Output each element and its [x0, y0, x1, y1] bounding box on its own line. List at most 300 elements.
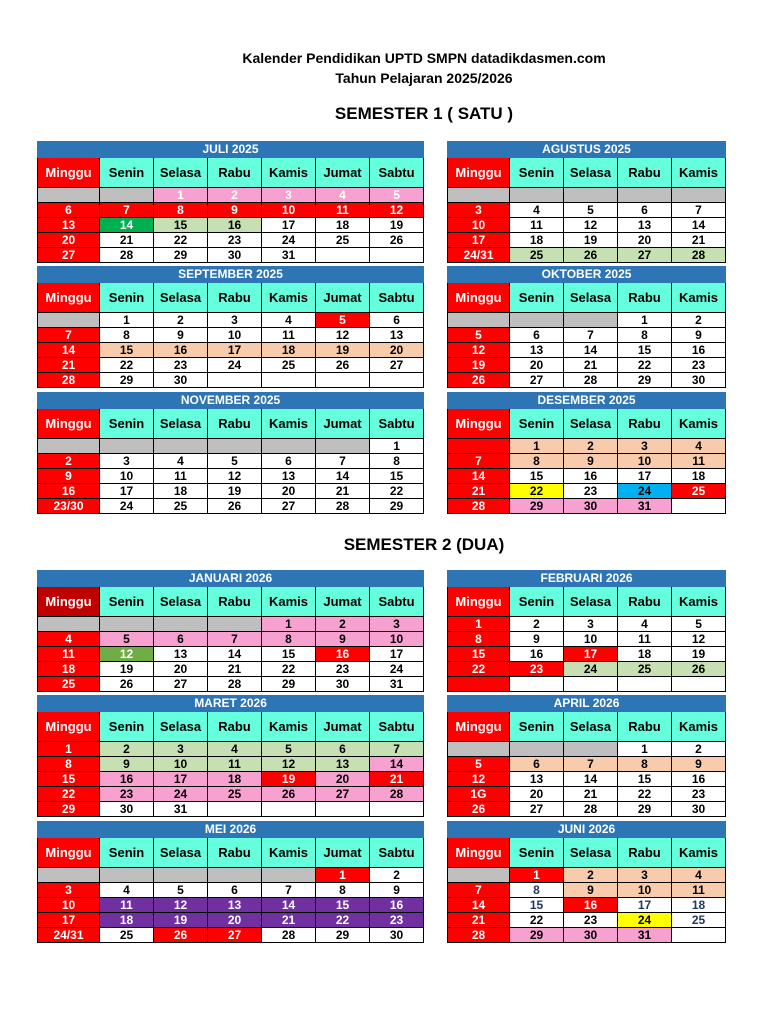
date-cell: 6: [208, 883, 262, 898]
date-cell: 16: [564, 898, 618, 913]
week-row: [38, 868, 424, 883]
date-cell: 10: [370, 632, 424, 647]
date-cell: 7: [316, 454, 370, 469]
date-cell: [448, 868, 510, 883]
date-cell: 8: [154, 203, 208, 218]
date-cell: 18: [38, 662, 100, 677]
date-cell: 11: [208, 757, 262, 772]
date-cell: 1: [448, 617, 510, 632]
day-name-header: Selasa: [564, 712, 618, 742]
date-cell: 1: [618, 313, 672, 328]
date-cell: 29: [100, 373, 154, 388]
date-cell: 21: [448, 913, 510, 928]
date-cell: 23: [672, 358, 726, 373]
date-cell: 15: [510, 898, 564, 913]
date-cell: 28: [564, 802, 618, 817]
date-cell: 6: [370, 313, 424, 328]
date-cell: 14: [100, 218, 154, 233]
date-cell: 28: [100, 248, 154, 263]
date-cell: 19: [370, 218, 424, 233]
week-row: [38, 454, 424, 469]
date-cell: 1: [510, 868, 564, 883]
week-row: [38, 757, 424, 772]
day-name-header: Senin: [100, 158, 154, 188]
date-cell: [38, 439, 100, 454]
date-cell: 4: [208, 742, 262, 757]
date-cell: 26: [672, 662, 726, 677]
day-name-header: Jumat: [316, 587, 370, 617]
date-cell: 6: [316, 742, 370, 757]
day-name-header: Kamis: [262, 838, 316, 868]
day-name-header: Kamis: [262, 409, 316, 439]
day-name-header: Minggu: [38, 158, 100, 188]
date-cell: 3: [618, 439, 672, 454]
week-row: [38, 233, 424, 248]
date-cell: 27: [370, 358, 424, 373]
date-cell: 17: [100, 484, 154, 499]
date-cell: 2: [38, 454, 100, 469]
date-cell: 2: [510, 617, 564, 632]
week-row: [38, 188, 424, 203]
date-cell: 23: [370, 913, 424, 928]
date-cell: [262, 439, 316, 454]
date-cell: 6: [38, 203, 100, 218]
date-cell: [510, 313, 564, 328]
date-cell: 9: [672, 328, 726, 343]
day-name-header: Rabu: [208, 409, 262, 439]
week-row: [448, 928, 726, 943]
date-cell: 19: [262, 772, 316, 787]
day-name-header: Senin: [510, 838, 564, 868]
date-cell: 9: [564, 883, 618, 898]
week-row: [448, 439, 726, 454]
day-name-header: Rabu: [208, 838, 262, 868]
date-cell: 30: [672, 373, 726, 388]
date-cell: [672, 188, 726, 203]
date-cell: 4: [154, 454, 208, 469]
date-cell: 9: [564, 454, 618, 469]
date-cell: 20: [38, 233, 100, 248]
date-cell: 10: [262, 203, 316, 218]
date-cell: 11: [672, 454, 726, 469]
date-cell: 8: [618, 757, 672, 772]
date-cell: 2: [672, 742, 726, 757]
date-cell: [564, 742, 618, 757]
day-name-header: Senin: [510, 283, 564, 313]
week-row: [448, 188, 726, 203]
day-name-header: Jumat: [316, 283, 370, 313]
date-cell: 26: [208, 499, 262, 514]
date-cell: 25: [262, 358, 316, 373]
week-row: [38, 373, 424, 388]
date-cell: 29: [618, 802, 672, 817]
day-name-header: Rabu: [618, 158, 672, 188]
date-cell: 23: [672, 787, 726, 802]
date-cell: 16: [154, 343, 208, 358]
date-cell: 23: [564, 913, 618, 928]
date-cell: 17: [38, 913, 100, 928]
date-cell: 17: [370, 647, 424, 662]
date-cell: 23: [510, 662, 564, 677]
week-row: [38, 203, 424, 218]
date-cell: 26: [448, 802, 510, 817]
day-name-header: Minggu: [448, 283, 510, 313]
date-cell: 15: [618, 343, 672, 358]
date-cell: 2: [208, 188, 262, 203]
date-cell: 23: [154, 358, 208, 373]
date-cell: 12: [370, 203, 424, 218]
date-cell: [38, 188, 100, 203]
date-cell: 21: [448, 484, 510, 499]
day-name-header: Minggu: [448, 409, 510, 439]
date-cell: 5: [262, 742, 316, 757]
date-cell: 1: [262, 617, 316, 632]
week-row: [448, 913, 726, 928]
date-cell: 6: [154, 632, 208, 647]
date-cell: 22: [262, 662, 316, 677]
date-cell: 6: [510, 757, 564, 772]
date-cell: 5: [100, 632, 154, 647]
month-header: JULI 2025: [38, 142, 424, 158]
date-cell: [316, 802, 370, 817]
date-cell: 17: [262, 218, 316, 233]
date-cell: 7: [672, 203, 726, 218]
day-name-header: Jumat: [316, 158, 370, 188]
date-cell: 14: [564, 772, 618, 787]
date-cell: 9: [370, 883, 424, 898]
date-cell: 12: [448, 343, 510, 358]
date-cell: 28: [448, 928, 510, 943]
date-cell: 14: [564, 343, 618, 358]
date-cell: [370, 248, 424, 263]
date-cell: 30: [564, 499, 618, 514]
week-row: [448, 328, 726, 343]
date-cell: 19: [672, 647, 726, 662]
date-cell: 28: [208, 677, 262, 692]
date-cell: 12: [448, 772, 510, 787]
date-cell: 10: [154, 757, 208, 772]
date-cell: 17: [618, 898, 672, 913]
date-cell: 29: [154, 248, 208, 263]
date-cell: 31: [370, 677, 424, 692]
date-cell: 7: [100, 203, 154, 218]
date-cell: 27: [510, 802, 564, 817]
date-cell: 22: [370, 484, 424, 499]
date-cell: 4: [618, 617, 672, 632]
date-cell: 5: [448, 328, 510, 343]
calendar-title: Kalender Pendidikan UPTD SMPN datadikdasmen.com: [242, 50, 606, 66]
date-cell: 12: [316, 328, 370, 343]
day-name-header: Sabtu: [370, 587, 424, 617]
date-cell: 27: [510, 373, 564, 388]
date-cell: 9: [208, 203, 262, 218]
day-name-header: Senin: [510, 409, 564, 439]
month-header: APRIL 2026: [448, 696, 726, 712]
date-cell: [208, 373, 262, 388]
date-cell: 13: [510, 343, 564, 358]
date-cell: 10: [38, 898, 100, 913]
date-cell: 10: [618, 883, 672, 898]
date-cell: 1: [370, 439, 424, 454]
date-cell: 4: [316, 188, 370, 203]
day-name-header: Minggu: [448, 838, 510, 868]
date-cell: 15: [100, 343, 154, 358]
date-cell: 21: [564, 358, 618, 373]
date-cell: [100, 439, 154, 454]
day-name-header: Selasa: [154, 712, 208, 742]
date-cell: [100, 188, 154, 203]
date-cell: 17: [154, 772, 208, 787]
date-cell: 1: [316, 868, 370, 883]
date-cell: 30: [100, 802, 154, 817]
date-cell: 8: [510, 883, 564, 898]
date-cell: 26: [448, 373, 510, 388]
week-row: [448, 343, 726, 358]
day-name-header: Jumat: [316, 838, 370, 868]
date-cell: 2: [100, 742, 154, 757]
date-cell: 1: [618, 742, 672, 757]
date-cell: [100, 617, 154, 632]
date-cell: 3: [38, 883, 100, 898]
date-cell: 30: [154, 373, 208, 388]
day-name-header: Senin: [100, 838, 154, 868]
date-cell: 9: [672, 757, 726, 772]
date-cell: 16: [100, 772, 154, 787]
month-calendar: [447, 266, 726, 388]
date-cell: 15: [370, 469, 424, 484]
date-cell: 24: [618, 913, 672, 928]
date-cell: 20: [370, 343, 424, 358]
date-cell: 25: [672, 484, 726, 499]
date-cell: 20: [154, 662, 208, 677]
date-cell: 9: [100, 757, 154, 772]
day-name-header: Rabu: [208, 283, 262, 313]
date-cell: 19: [208, 484, 262, 499]
month-calendar: [447, 570, 726, 692]
date-cell: [316, 373, 370, 388]
month-header: MEI 2026: [38, 822, 424, 838]
date-cell: 18: [316, 218, 370, 233]
day-name-header: Kamis: [672, 712, 726, 742]
date-cell: 15: [510, 469, 564, 484]
date-cell: [208, 617, 262, 632]
date-cell: 3: [154, 742, 208, 757]
date-cell: 22: [510, 484, 564, 499]
date-cell: 29: [618, 373, 672, 388]
week-row: [448, 469, 726, 484]
week-row: [38, 662, 424, 677]
date-cell: 19: [154, 913, 208, 928]
date-cell: 8: [316, 883, 370, 898]
date-cell: 8: [100, 328, 154, 343]
day-name-header: Minggu: [38, 712, 100, 742]
date-cell: 11: [154, 469, 208, 484]
date-cell: [154, 439, 208, 454]
date-cell: 10: [208, 328, 262, 343]
date-cell: 4: [510, 203, 564, 218]
date-cell: 9: [154, 328, 208, 343]
date-cell: 28: [672, 248, 726, 263]
date-cell: 3: [208, 313, 262, 328]
date-cell: 15: [262, 647, 316, 662]
date-cell: [564, 188, 618, 203]
date-cell: 20: [510, 358, 564, 373]
date-cell: 6: [618, 203, 672, 218]
date-cell: 19: [100, 662, 154, 677]
date-cell: 26: [262, 787, 316, 802]
day-name-header: Senin: [510, 158, 564, 188]
date-cell: 26: [154, 928, 208, 943]
day-name-header: Minggu: [448, 158, 510, 188]
date-cell: 31: [618, 499, 672, 514]
date-cell: 28: [38, 373, 100, 388]
date-cell: 27: [38, 248, 100, 263]
week-row: [448, 499, 726, 514]
week-row: [38, 772, 424, 787]
date-cell: 18: [262, 343, 316, 358]
week-row: [38, 248, 424, 263]
week-row: [38, 898, 424, 913]
date-cell: 30: [316, 677, 370, 692]
month-header: JUNI 2026: [448, 822, 726, 838]
date-cell: 29: [316, 928, 370, 943]
week-row: [448, 632, 726, 647]
date-cell: 17: [448, 233, 510, 248]
date-cell: 8: [618, 328, 672, 343]
day-name-header: Rabu: [208, 587, 262, 617]
day-name-header: Rabu: [618, 283, 672, 313]
date-cell: 30: [672, 802, 726, 817]
date-cell: 5: [672, 617, 726, 632]
date-cell: 17: [208, 343, 262, 358]
date-cell: 24: [370, 662, 424, 677]
week-row: [448, 218, 726, 233]
week-row: [448, 787, 726, 802]
week-row: [448, 898, 726, 913]
date-cell: [100, 868, 154, 883]
date-cell: 13: [510, 772, 564, 787]
date-cell: 12: [564, 218, 618, 233]
date-cell: 22: [100, 358, 154, 373]
date-cell: 25: [100, 928, 154, 943]
month-calendar: [37, 570, 424, 692]
week-row: [448, 802, 726, 817]
date-cell: 19: [448, 358, 510, 373]
school-year: Tahun Pelajaran 2025/2026: [335, 70, 513, 86]
date-cell: [208, 802, 262, 817]
date-cell: [370, 373, 424, 388]
day-name-header: Minggu: [38, 409, 100, 439]
day-name-header: Selasa: [564, 587, 618, 617]
date-cell: 30: [564, 928, 618, 943]
date-cell: 2: [370, 868, 424, 883]
day-name-header: Senin: [510, 712, 564, 742]
date-cell: 1: [154, 188, 208, 203]
date-cell: 24: [208, 358, 262, 373]
date-cell: 19: [564, 233, 618, 248]
day-name-header: Rabu: [618, 409, 672, 439]
date-cell: 31: [618, 928, 672, 943]
week-row: [448, 233, 726, 248]
month-calendar: [37, 821, 424, 943]
day-name-header: Kamis: [672, 158, 726, 188]
day-name-header: Sabtu: [370, 409, 424, 439]
day-name-header: Selasa: [564, 283, 618, 313]
date-cell: 25: [672, 913, 726, 928]
date-cell: 18: [100, 913, 154, 928]
date-cell: 8: [38, 757, 100, 772]
date-cell: 22: [316, 913, 370, 928]
day-name-header: Minggu: [38, 838, 100, 868]
week-row: [38, 802, 424, 817]
date-cell: 18: [672, 469, 726, 484]
day-name-header: Sabtu: [370, 838, 424, 868]
month-header: FEBRUARI 2026: [448, 571, 726, 587]
date-cell: 8: [262, 632, 316, 647]
month-calendar: [37, 266, 424, 388]
date-cell: 25: [618, 662, 672, 677]
day-name-header: Selasa: [564, 838, 618, 868]
date-cell: 7: [448, 883, 510, 898]
day-name-header: Minggu: [448, 587, 510, 617]
date-cell: 3: [370, 617, 424, 632]
day-name-header: Kamis: [672, 409, 726, 439]
day-name-header: Rabu: [208, 712, 262, 742]
day-name-header: Senin: [100, 712, 154, 742]
month-header: AGUSTUS 2025: [448, 142, 726, 158]
date-cell: [154, 868, 208, 883]
month-header: SEPTEMBER 2025: [38, 267, 424, 283]
date-cell: 21: [316, 484, 370, 499]
day-name-header: Jumat: [316, 409, 370, 439]
date-cell: 2: [564, 868, 618, 883]
day-name-header: Rabu: [618, 838, 672, 868]
month-header: OKTOBER 2025: [448, 267, 726, 283]
date-cell: 14: [448, 469, 510, 484]
date-cell: 18: [208, 772, 262, 787]
date-cell: [38, 868, 100, 883]
week-row: [38, 439, 424, 454]
date-cell: 15: [154, 218, 208, 233]
date-cell: 27: [154, 677, 208, 692]
date-cell: [262, 868, 316, 883]
date-cell: 28: [262, 928, 316, 943]
month-calendar: [37, 695, 424, 817]
date-cell: 25: [510, 248, 564, 263]
day-name-header: Kamis: [262, 712, 316, 742]
date-cell: 14: [672, 218, 726, 233]
date-cell: 29: [510, 499, 564, 514]
week-row: [38, 358, 424, 373]
date-cell: [564, 313, 618, 328]
date-cell: 30: [370, 928, 424, 943]
date-cell: 20: [510, 787, 564, 802]
week-row: [38, 499, 424, 514]
date-cell: 7: [370, 742, 424, 757]
date-cell: 10: [564, 632, 618, 647]
week-row: [448, 677, 726, 692]
date-cell: 9: [316, 632, 370, 647]
day-name-header: Selasa: [154, 283, 208, 313]
date-cell: 23: [208, 233, 262, 248]
date-cell: [510, 677, 564, 692]
date-cell: 28: [448, 499, 510, 514]
date-cell: 21: [38, 358, 100, 373]
date-cell: 4: [672, 868, 726, 883]
date-cell: 16: [672, 772, 726, 787]
date-cell: [672, 928, 726, 943]
date-cell: 20: [316, 772, 370, 787]
